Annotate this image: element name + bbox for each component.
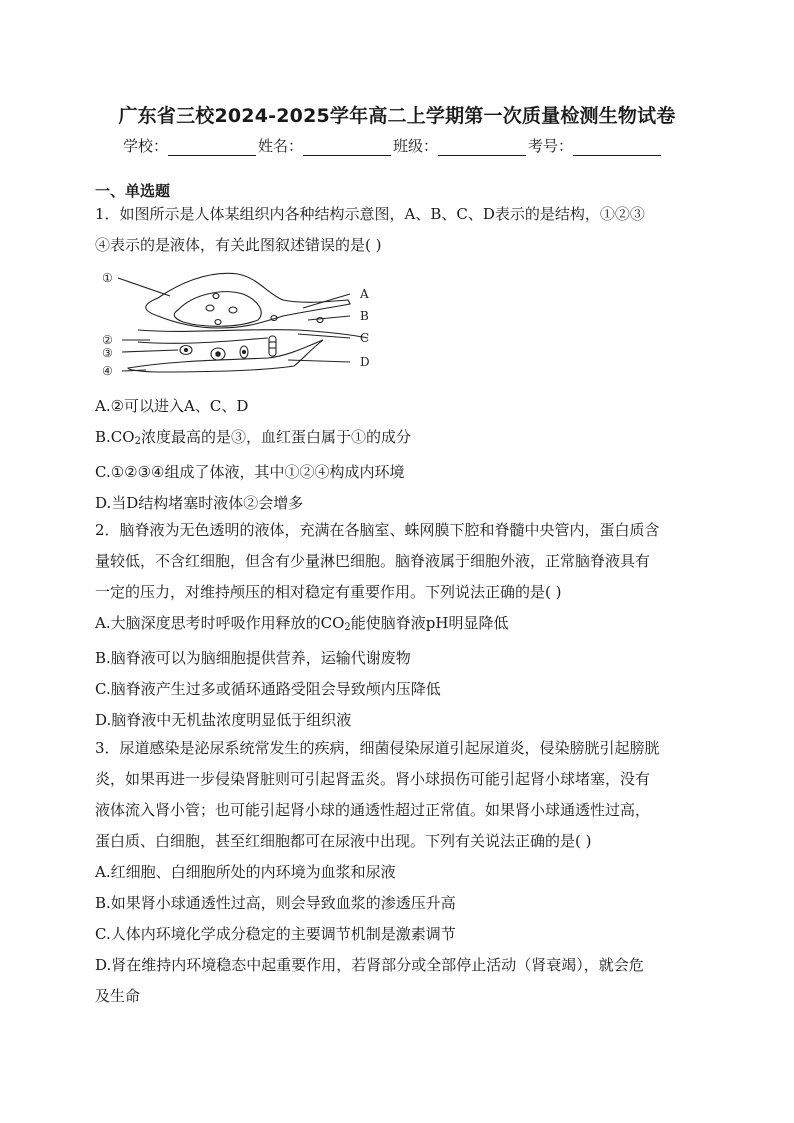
label-fluid-1: ①	[102, 271, 113, 285]
name-label: 姓名：	[258, 137, 304, 155]
question-1-line-2: ④表示的是液体，有关此图叙述错误的是( )	[95, 236, 382, 254]
question-2	[95, 515, 699, 736]
q3-option-b[interactable]: B.如果肾小球通透性过高，则会导致血浆的渗透压升高	[95, 894, 456, 912]
tissue-cell-d	[269, 336, 276, 356]
capillary-outline	[174, 292, 261, 327]
vessel-wall-lower	[138, 338, 268, 343]
label-structure-c: C	[360, 331, 370, 345]
question-1-stem	[95, 199, 699, 261]
label-structure-b: B	[360, 309, 369, 323]
question-2-line-2: 量较低，不含红细胞，但含有少量淋巴细胞。脑脊液属于细胞外液，正常脑脊液具有	[95, 552, 651, 570]
blood-cell-3	[213, 294, 219, 299]
school-blank	[168, 141, 256, 156]
tissue-cell-outline	[146, 273, 350, 328]
exam-no-label: 考号：	[528, 137, 574, 155]
question-3-line-4: 蛋白质、白细胞，甚至红细胞都可在尿液中出现。下列有关说法正确的是( )	[95, 832, 592, 850]
class-label: 班级：	[393, 137, 439, 155]
student-info-bar	[123, 135, 663, 156]
blood-cell-4	[215, 320, 221, 325]
label-structure-a: A	[360, 287, 369, 301]
exam-title: 广东省三校2024-2025学年高二上学期第一次质量检测生物试卷	[118, 105, 676, 127]
question-3-line-1: 3．尿道感染是泌尿系统常发生的疾病，细菌侵染尿道引起尿道炎，侵染膀胱引起膀胱	[95, 739, 660, 757]
q3-option-d-line-2[interactable]: 及生命	[95, 987, 141, 1005]
label-fluid-4: ④	[102, 364, 113, 378]
name-blank	[303, 141, 391, 156]
q1-option-c[interactable]: C.①②③④组成了体液，其中①②④构成内环境	[95, 463, 405, 481]
class-blank	[438, 141, 526, 156]
q2-option-b[interactable]: B.脑脊液可以为脑细胞提供营养，运输代谢废物	[95, 649, 411, 667]
section-heading: 一、单选题	[95, 182, 171, 200]
label-fluid-3: ③	[102, 346, 113, 360]
exam-no-blank	[573, 141, 661, 156]
label-fluid-2: ②	[102, 333, 113, 347]
question-3-line-2: 炎，如果再进一步侵染肾脏则可引起肾盂炎。肾小球损伤可能引起肾小球堵塞，没有	[95, 770, 651, 788]
q1-option-d[interactable]: D.当D结构堵塞时液体②会增多	[95, 494, 304, 512]
question-3	[95, 733, 699, 1012]
q3-option-a[interactable]: A.红细胞、白细胞所处的内环境为血浆和尿液	[95, 863, 396, 881]
question-2-line-1: 2．脑脊液为无色透明的液体，充满在各脑室、蛛网膜下腔和脊髓中央管内，蛋白质含	[95, 521, 660, 539]
q2-option-c[interactable]: C.脑脊液产生过多或循环通路受阻会导致颅内压降低	[95, 680, 441, 698]
q3-option-d-line-1[interactable]: D.肾在维持内环境稳态中起重要作用，若肾部分或全部停止活动（肾衰竭），就会危	[95, 956, 644, 974]
question-1-line-1: 1．如图所示是人体某组织内各种结构示意图，A、B、C、D表示的是结构，①②③	[95, 205, 645, 223]
tissue-structure-diagram	[98, 264, 388, 382]
question-1-options	[95, 391, 699, 519]
q3-option-c[interactable]: C.人体内环境化学成分稳定的主要调节机制是激素调节	[95, 925, 456, 943]
blood-cell-2	[229, 307, 237, 313]
q2-option-a[interactable]: A.大脑深度思考时呼吸作用释放的$CO_2$能使脑脊液pH明显降低	[95, 614, 509, 633]
lymph-vessel	[128, 340, 323, 372]
question-3-line-3: 液体流入肾小管；也可能引起肾小球的通透性超过正常值。如果肾小球通透性过高，	[95, 801, 651, 819]
q1-option-a[interactable]: A.②可以进入A、C、D	[95, 397, 249, 415]
blood-cell-1	[206, 305, 214, 311]
school-label: 学校：	[123, 137, 169, 155]
q1-option-b[interactable]: $B.CO_2$浓度最高的是③，血红蛋白属于①的成分	[95, 428, 411, 447]
label-structure-d: D	[360, 355, 370, 369]
question-2-line-3: 一定的压力，对维持颅压的相对稳定有重要作用。下列说法正确的是( )	[95, 583, 562, 601]
q2-option-d[interactable]: D.脑脊液中无机盐浓度明显低于组织液	[95, 711, 352, 729]
